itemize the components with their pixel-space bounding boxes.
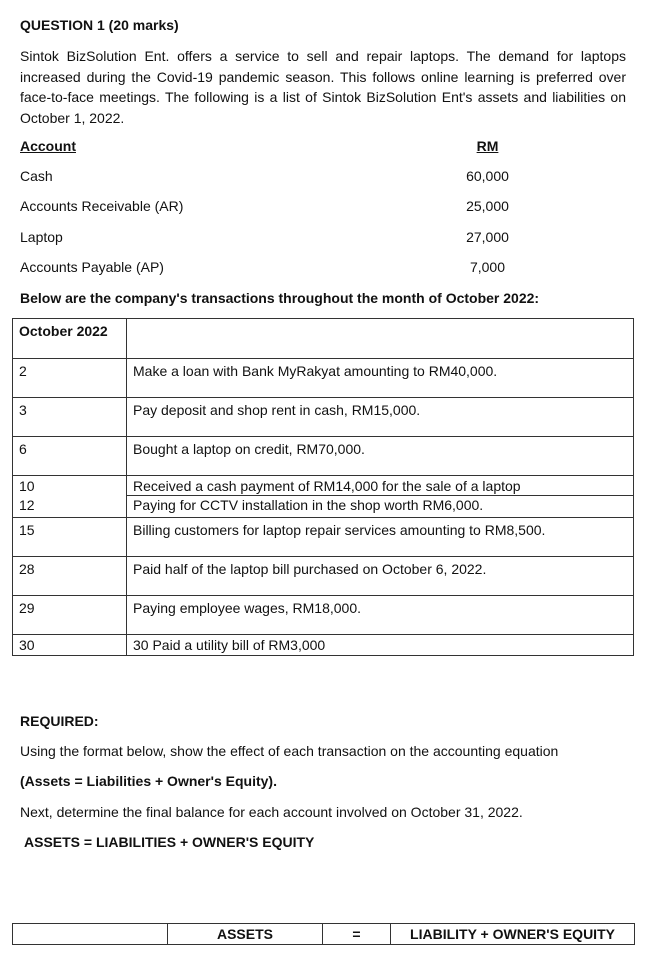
account-amount: 7,000 (469, 259, 506, 275)
account-name: Cash (20, 168, 53, 184)
account-amount: 27,000 (466, 229, 509, 245)
transaction-date: 3 (13, 398, 127, 437)
transaction-desc: Pay deposit and shop rent in cash, RM15,000. (127, 398, 634, 437)
equation-heading: ASSETS = LIABILITIES + OWNER'S EQUITY (24, 834, 315, 850)
format-header-row (13, 924, 635, 945)
account-amount: 60,000 (466, 168, 509, 184)
table-header-row (13, 319, 634, 359)
final-balance-instruction: Next, determine the final balance for each account involved on October 31, 2022. (20, 804, 523, 820)
account-amount: 25,000 (466, 198, 509, 214)
account-name: Laptop (20, 229, 63, 245)
transaction-date: 29 (13, 596, 127, 635)
transaction-desc: Paid half of the laptop bill purchased on October 6, 2022. (127, 557, 634, 596)
transaction-date: 30 (13, 635, 127, 656)
transaction-date: 15 (13, 518, 127, 557)
transaction-date: 10 (19, 478, 35, 494)
transaction-desc: Paying for CCTV installation in the shop worth RM6,000. (133, 497, 484, 513)
transactions-heading: Below are the company's transactions throughout the month of October 2022: (20, 290, 540, 306)
transaction-date: 28 (13, 557, 127, 596)
account-header: Account (20, 138, 76, 154)
empty-cell (13, 924, 168, 945)
account-row (20, 197, 520, 217)
account-row (20, 167, 520, 187)
required-label: REQUIRED: (20, 713, 99, 729)
transaction-desc: Bought a laptop on credit, RM70,000. (127, 437, 634, 476)
accounts-header (20, 137, 520, 157)
account-name: Accounts Payable (AP) (20, 259, 164, 275)
rm-header: RM (476, 138, 499, 154)
transactions-table (12, 318, 634, 656)
transaction-desc: Paying employee wages, RM18,000. (127, 596, 634, 635)
table-row (13, 476, 634, 518)
transaction-date: 2 (13, 359, 127, 398)
transaction-date-pair (13, 476, 127, 518)
question-title: QUESTION 1 (20 marks) (20, 17, 179, 33)
table-row (13, 398, 634, 437)
account-row (20, 258, 520, 278)
transaction-desc: 30 Paid a utility bill of RM3,000 (127, 635, 634, 656)
equals-header: = (323, 924, 391, 945)
intro-paragraph: Sintok BizSolution Ent. offers a service to sell and repair laptops. The demand for laptops increased during the Covid-19 pandemic season. This follows online learning is preferred over face-to-face meetings. The following is a list of Sintok BizSolution Ent's assets and liabilities on October 1, 2022. (20, 48, 626, 126)
table-row (13, 437, 634, 476)
transaction-desc: Make a loan with Bank MyRakyat amounting to RM40,000. (127, 359, 634, 398)
assets-header: ASSETS (168, 924, 323, 945)
transaction-desc: Received a cash payment of RM14,000 for the sale of a laptop (127, 476, 633, 496)
table-row (13, 596, 634, 635)
format-table (12, 923, 635, 945)
transaction-desc: Billing customers for laptop repair services amounting to RM8,500. (127, 518, 634, 557)
table-row (13, 518, 634, 557)
liability-equity-header: LIABILITY + OWNER'S EQUITY (391, 924, 635, 945)
month-header: October 2022 (13, 319, 127, 359)
transaction-date: 12 (19, 497, 35, 513)
transaction-desc-pair (127, 476, 634, 518)
empty-header-cell (127, 319, 634, 359)
table-row (13, 635, 634, 656)
transaction-date: 6 (13, 437, 127, 476)
required-instruction: Using the format below, show the effect of each transaction on the accounting equation (20, 743, 559, 759)
table-row (13, 557, 634, 596)
table-row (13, 359, 634, 398)
equation-statement: (Assets = Liabilities + Owner's Equity). (20, 773, 277, 789)
account-row (20, 228, 520, 248)
account-name: Accounts Receivable (AR) (20, 198, 184, 214)
